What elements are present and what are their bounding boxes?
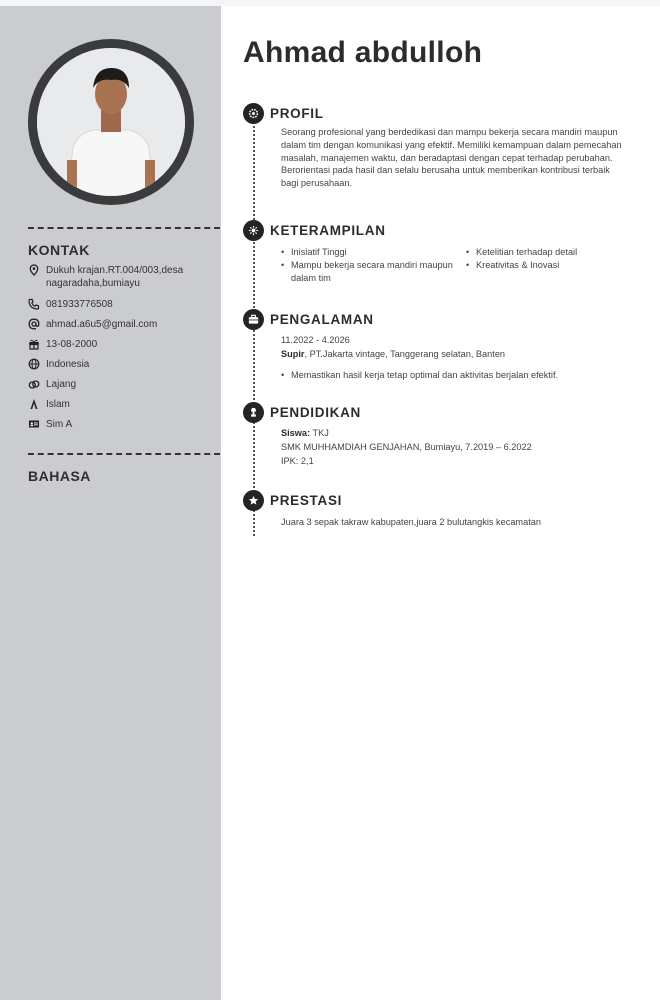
divider bbox=[28, 453, 220, 455]
section-title-profil: PROFIL bbox=[270, 106, 324, 121]
contact-text: 13-08-2000 bbox=[46, 339, 98, 350]
list-item: • Kreativitas & Inovasi bbox=[466, 259, 636, 272]
contact-marital-status bbox=[28, 378, 216, 391]
phone-icon bbox=[28, 298, 40, 310]
contact-phone bbox=[28, 298, 216, 311]
experience-company: , PT.Jakarta vintage, Tanggerang selatan, Banten bbox=[304, 349, 506, 359]
divider bbox=[28, 227, 220, 229]
skills-list-left bbox=[281, 246, 459, 284]
brain-icon bbox=[243, 220, 264, 241]
gear-icon bbox=[243, 103, 264, 124]
language-title: BAHASA bbox=[28, 468, 91, 484]
location-pin-icon bbox=[28, 264, 40, 276]
section-title-pengalaman: PENGALAMAN bbox=[270, 312, 374, 327]
list-item: • Mampu bekerja secara mandiri maupun dalam tim bbox=[281, 259, 459, 285]
at-sign-icon bbox=[28, 318, 40, 330]
contact-birthdate bbox=[28, 338, 216, 351]
star-icon bbox=[243, 490, 264, 511]
profile-photo bbox=[37, 48, 185, 196]
contact-email bbox=[28, 318, 216, 331]
rings-icon bbox=[28, 378, 40, 390]
contact-nationality bbox=[28, 358, 216, 371]
globe-icon bbox=[28, 358, 40, 370]
sidebar bbox=[0, 6, 221, 1000]
achievements-text: Juara 3 sepak takraw kabupaten,juara 2 bulutangkis kecamatan bbox=[281, 517, 541, 527]
list-item: • Inisiatif Tinggi bbox=[281, 246, 459, 259]
skills-list-right bbox=[466, 246, 636, 272]
list-item: • Ketelitian terhadap detail bbox=[466, 246, 636, 259]
profile-photo-frame bbox=[28, 39, 194, 205]
graduation-icon bbox=[243, 402, 264, 423]
education-major-value: TKJ bbox=[310, 428, 329, 438]
experience-tasks bbox=[281, 369, 626, 382]
contact-text: Dukuh krajan.RT.004/003,desa nagaradaha,bumiayu bbox=[46, 265, 184, 289]
education-school: SMK MUHHAMDIAH GENJAHAN, Bumiayu, 7.2019 – 6.2022 bbox=[281, 442, 532, 452]
candidate-name: Ahmad abdulloh bbox=[243, 36, 483, 69]
contact-address bbox=[28, 264, 216, 290]
experience-position bbox=[281, 348, 626, 361]
education-gpa: IPK: 2,1 bbox=[281, 456, 314, 466]
briefcase-icon bbox=[243, 309, 264, 330]
contact-title: KONTAK bbox=[28, 242, 90, 258]
contact-text: Islam bbox=[46, 399, 70, 410]
contact-religion bbox=[28, 398, 216, 411]
list-item: • Memastikan hasil kerja tetap optimal dan aktivitas berjalan efektif. bbox=[281, 369, 626, 382]
resume-page bbox=[0, 6, 660, 1000]
education-label: Siswa: bbox=[281, 428, 311, 438]
profile-summary: Seorang profesional yang berdedikasi dan mampu bekerja secara mandiri maupun dalam tim dengan komunikasi yang efektif. Memiliki kemampuan dalam pemecahan masalah, manajemen waktu, dan beradaptasi dengan cepat terhadap perubahan. Berorientasi pada hasil dan selalu berusaha untuk memberikan kontribusi terbaik bagi perusahaan. bbox=[281, 127, 622, 189]
id-card-icon bbox=[28, 418, 40, 430]
education-major bbox=[281, 427, 329, 440]
experience-role: Supir bbox=[281, 349, 305, 359]
section-title-pendidikan: PENDIDIKAN bbox=[270, 405, 362, 420]
gift-icon bbox=[28, 338, 40, 350]
religion-icon bbox=[28, 398, 40, 410]
contact-text: Indonesia bbox=[46, 359, 90, 370]
contact-text: 081933776508 bbox=[46, 299, 113, 310]
experience-period: 11.2022 - 4.2026 bbox=[281, 335, 350, 345]
contact-text: Sim A bbox=[46, 419, 73, 430]
contact-text: Lajang bbox=[46, 379, 77, 390]
section-title-keterampilan: KETERAMPILAN bbox=[270, 223, 386, 238]
contact-license bbox=[28, 418, 216, 431]
section-title-prestasi: PRESTASI bbox=[270, 493, 343, 508]
contact-text: ahmad.a6u5@gmail.com bbox=[46, 319, 158, 330]
